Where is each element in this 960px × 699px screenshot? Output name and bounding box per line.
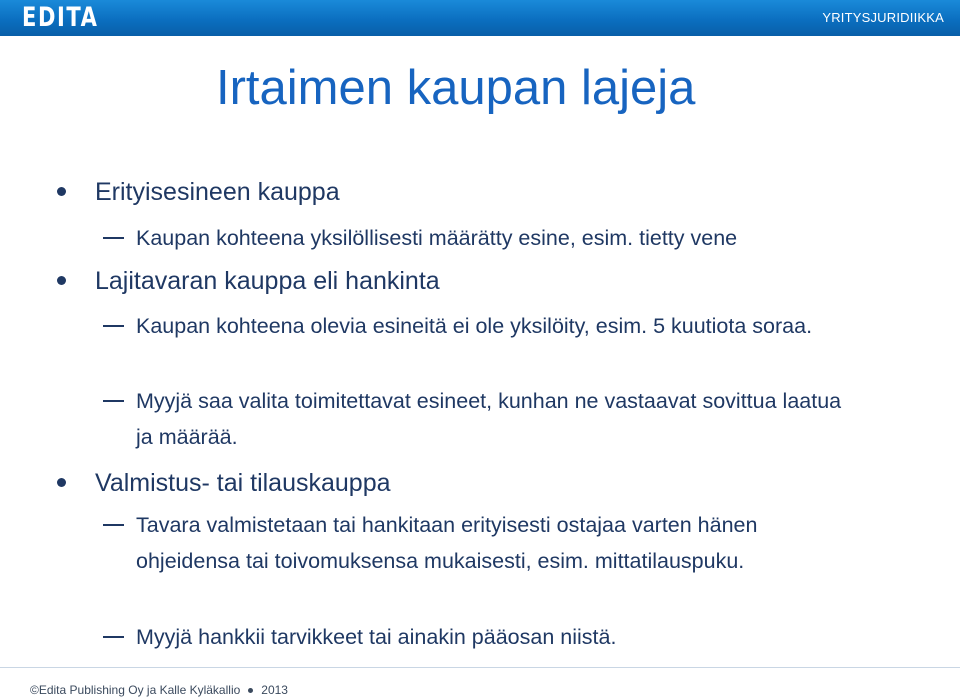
- slide-title: Irtaimen kaupan lajeja: [216, 61, 696, 115]
- sub-item: Myyjä saa valita toimitettavat esineet, kunhan ne vastaavat sovittua laatua ja määrää.: [136, 389, 842, 449]
- sub-item: Kaupan kohteena yksilöllisesti määrätty esine, esim. tietty vene: [136, 226, 738, 250]
- bullet-icon: [57, 187, 66, 196]
- separator-dot-icon: [248, 688, 253, 693]
- sub-item: Tavara valmistetaan tai hankitaan erityisesti ostajaa varten hänen ohjeidensa tai toivomuksensa mukaisesti, esim. mittatilauspuku.: [136, 513, 758, 573]
- footer: [30, 683, 288, 697]
- dash-icon: [103, 325, 124, 327]
- footer-divider: [0, 667, 960, 668]
- header-bar: [0, 0, 960, 36]
- bullet-icon: [57, 478, 66, 487]
- bullet-item: Lajitavaran kauppa eli hankinta: [95, 267, 440, 295]
- section-label: YRITYSJURIDIIKKA: [822, 10, 944, 25]
- footer-copyright: ©Edita Publishing Oy ja Kalle Kyläkallio: [30, 683, 241, 697]
- bullet-icon: [57, 276, 66, 285]
- sub-item: Myyjä hankkii tarvikkeet tai ainakin pääosan niistä.: [136, 625, 617, 649]
- dash-icon: [103, 400, 124, 402]
- dash-icon: [103, 636, 124, 638]
- footer-year: 2013: [261, 683, 288, 697]
- bullet-item: Valmistus- tai tilauskauppa: [95, 469, 391, 497]
- bullet-item: Erityisesineen kauppa: [95, 178, 340, 206]
- edita-logo: EDITA: [22, 2, 99, 33]
- sub-item: Kaupan kohteena olevia esineitä ei ole yksilöity, esim. 5 kuutiota soraa.: [136, 314, 813, 338]
- dash-icon: [103, 237, 124, 239]
- dash-icon: [103, 524, 124, 526]
